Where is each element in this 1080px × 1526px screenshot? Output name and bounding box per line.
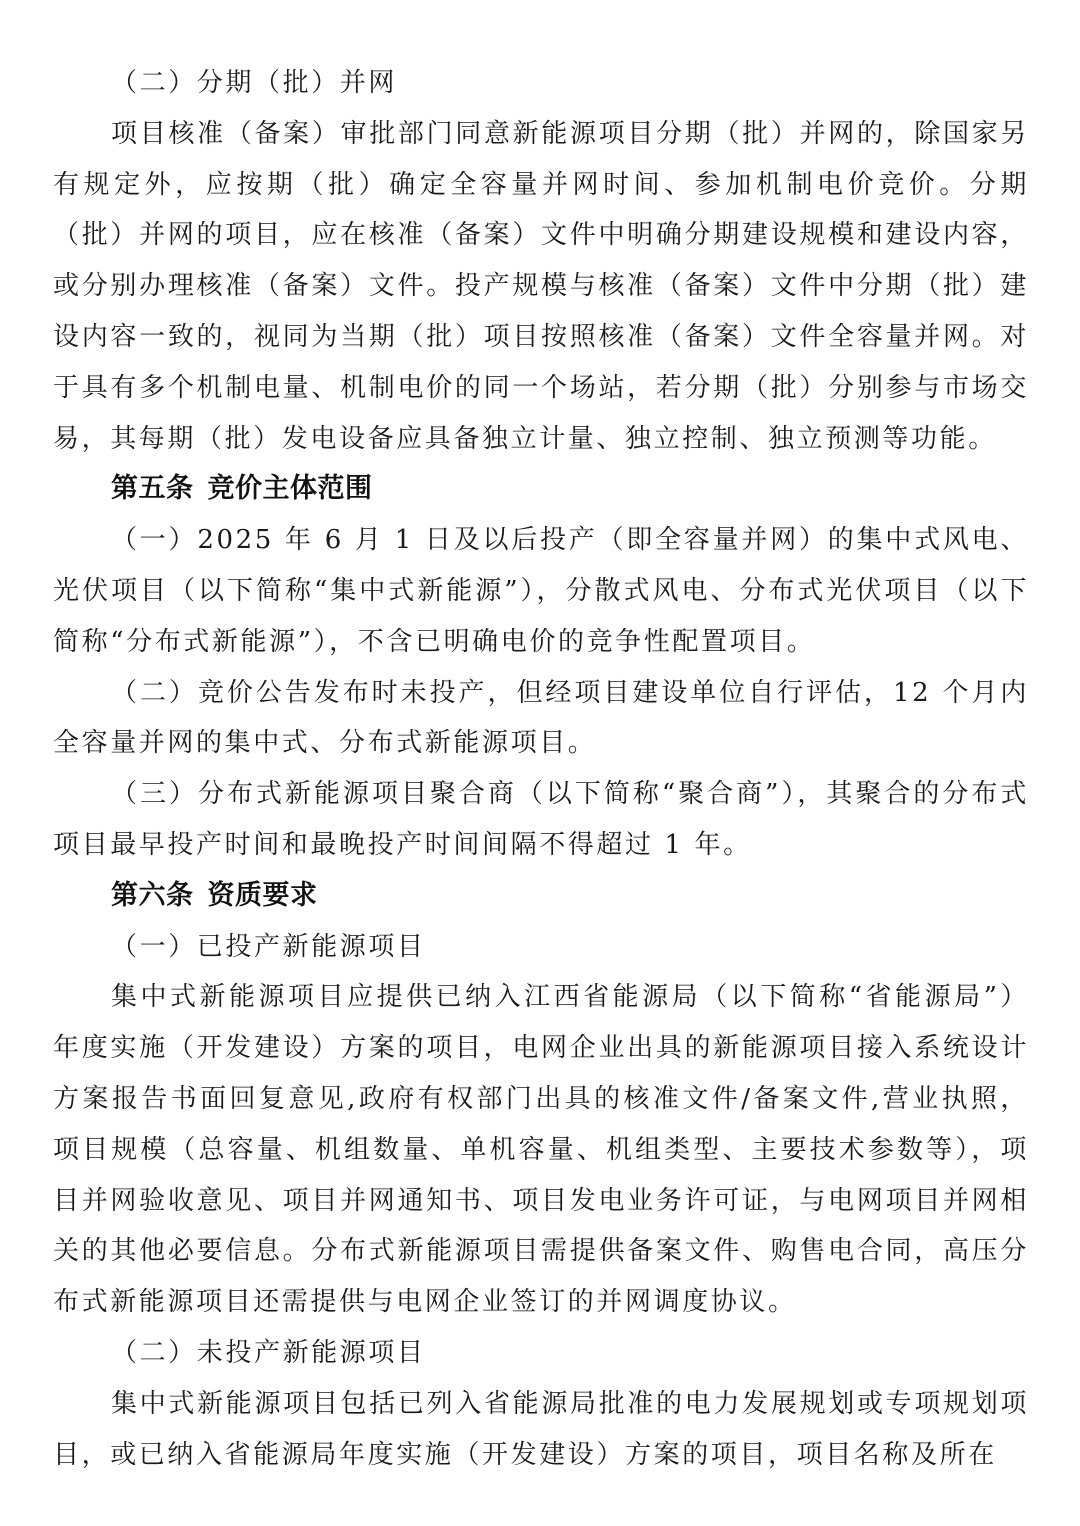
article-title: 竞价主体范围 (207, 473, 373, 505)
body-paragraph: 集中式新能源项目包括已列入省能源局批准的电力发展规划或专项规划项目，或已纳入省能源局年度实施（开发建设）方案的项目，项目名称及所在 (53, 1388, 1029, 1470)
document-content (53, 58, 1029, 1480)
article-heading (53, 464, 1029, 515)
body-paragraph: 集中式新能源项目应提供已纳入江西省能源局（以下简称“省能源局”）年度实施（开发建设）方案的项目，电网企业出具的新能源项目接入系统设计方案报告书面回复意见,政府有权部门出具的核准文件/备案文件,营业执照，项目规模（总容量、机组数量、单机容量、机组类型、主要技术参数等），项目并网验收意见、项目并网通知书、项目发电业务许可证，与电网项目并网相关的其他必要信息。分布式新能源项目需提供备案文件、购售电合同，高压分布式新能源项目还需提供与电网企业签订的并网调度协议。 (53, 982, 1029, 1318)
article-number: 第五条 (111, 473, 194, 505)
article-number: 第六条 (111, 879, 194, 911)
article-title: 资质要求 (207, 879, 318, 911)
subsection-title: （二）未投产新能源项目 (111, 1337, 426, 1368)
body-paragraph: （二）竞价公告发布时未投产，但经项目建设单位自行评估，12 个月内全容量并网的集中式、分布式新能源项目。 (53, 677, 1029, 759)
subsection-title: （一）已投产新能源项目 (111, 931, 426, 962)
body-paragraph: （三）分布式新能源项目聚合商（以下简称“聚合商”），其聚合的分布式项目最早投产时间和最晚投产时间间隔不得超过 1 年。 (53, 779, 1029, 860)
subsection-title: （二）分期（批）并网 (111, 68, 398, 98)
article-heading (53, 871, 1029, 922)
body-paragraph: 项目核准（备案）审批部门同意新能源项目分期（批）并网的，除国家另有规定外，应按期（批）确定全容量并网时间、参加机制电价竞价。分期（批）并网的项目，应在核准（备案）文件中明确分期建设规模和建设内容，或分别办理核准（备案）文件。投产规模与核准（备案）文件中分期（批）建设内容一致的，视同为当期（批）项目按照核准（备案）文件全容量并网。对于具有多个机制电量、机制电价的同一个场站，若分期（批）分别参与市场交易，其每期（批）发电设备应具备独立计量、独立控制、独立预测等功能。 (53, 118, 1029, 454)
body-paragraph: （一）2025 年 6 月 1 日及以后投产（即全容量并网）的集中式风电、光伏项目（以下简称“集中式新能源”），分散式风电、分布式光伏项目（以下简称“分布式新能源”），不含已明确电价的竞争性配置项目。 (53, 525, 1029, 657)
